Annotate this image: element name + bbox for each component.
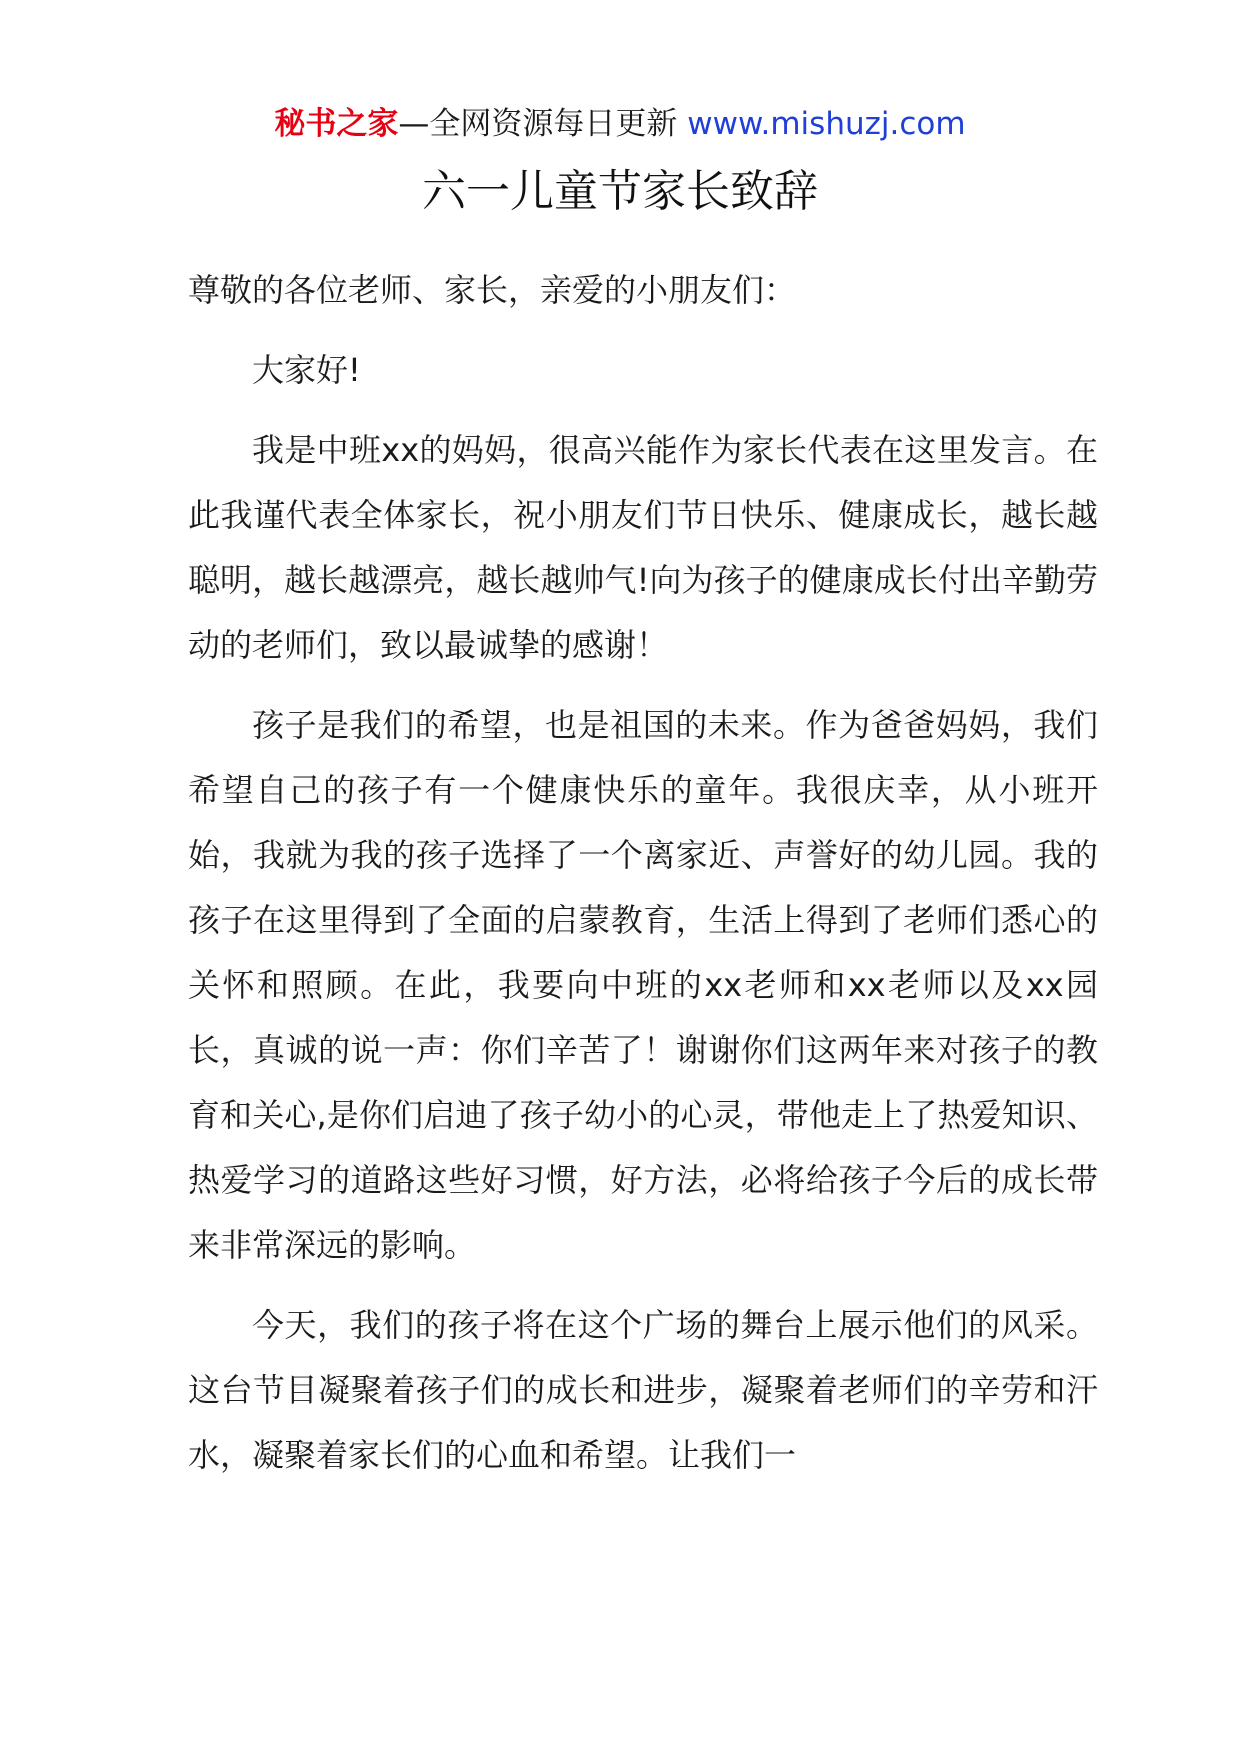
- paragraph-intro: 我是中班xx的妈妈，很高兴能作为家长代表在这里发言。在此我谨代表全体家长，祝小朋友们节日快乐、健康成长，越长越聪明，越长越漂亮，越长越帅气!向为孩子的健康成长付出辛勤劳动的老师们，致以最诚挚的感谢！: [188, 431, 1098, 664]
- site-url-link[interactable]: www.mishuzj.com: [687, 106, 966, 142]
- document-title: 六一儿童节家长致辞: [422, 166, 818, 217]
- paragraph-performance: 今天，我们的孩子将在这个广场的舞台上展示他们的风采。这台节目凝聚着孩子们的成长和进步，凝聚着老师们的辛劳和汗水，凝聚着家长们的心血和希望。让我们一: [188, 1306, 1098, 1474]
- salutation: 尊敬的各位老师、家长，亲爱的小朋友们：: [188, 271, 797, 309]
- site-brand: 秘书之家: [274, 106, 399, 142]
- paragraph-thanks: 孩子是我们的希望，也是祖国的未来。作为爸爸妈妈，我们希望自己的孩子有一个健康快乐的童年。我很庆幸，从小班开始，我就为我的孩子选择了一个离家近、声誉好的幼儿园。我的孩子在这里得到了全面的启蒙教育，生活上得到了老师们悉心的关怀和照顾。在此，我要向中班的xx老师和xx老师以及xx园长，真诚的说一声：你们辛苦了！谢谢你们这两年来对孩子的教育和关心,是你们启迪了孩子幼小的心灵，带他走上了热爱知识、热爱学习的道路这些好习惯，好方法，必将给孩子今后的成长带来非常深远的影响。: [188, 706, 1098, 1264]
- paragraph-greeting: 大家好!: [252, 351, 361, 389]
- site-slogan: —全网资源每日更新: [398, 106, 678, 142]
- document-body: [188, 258, 1098, 1503]
- site-header: [0, 100, 1240, 148]
